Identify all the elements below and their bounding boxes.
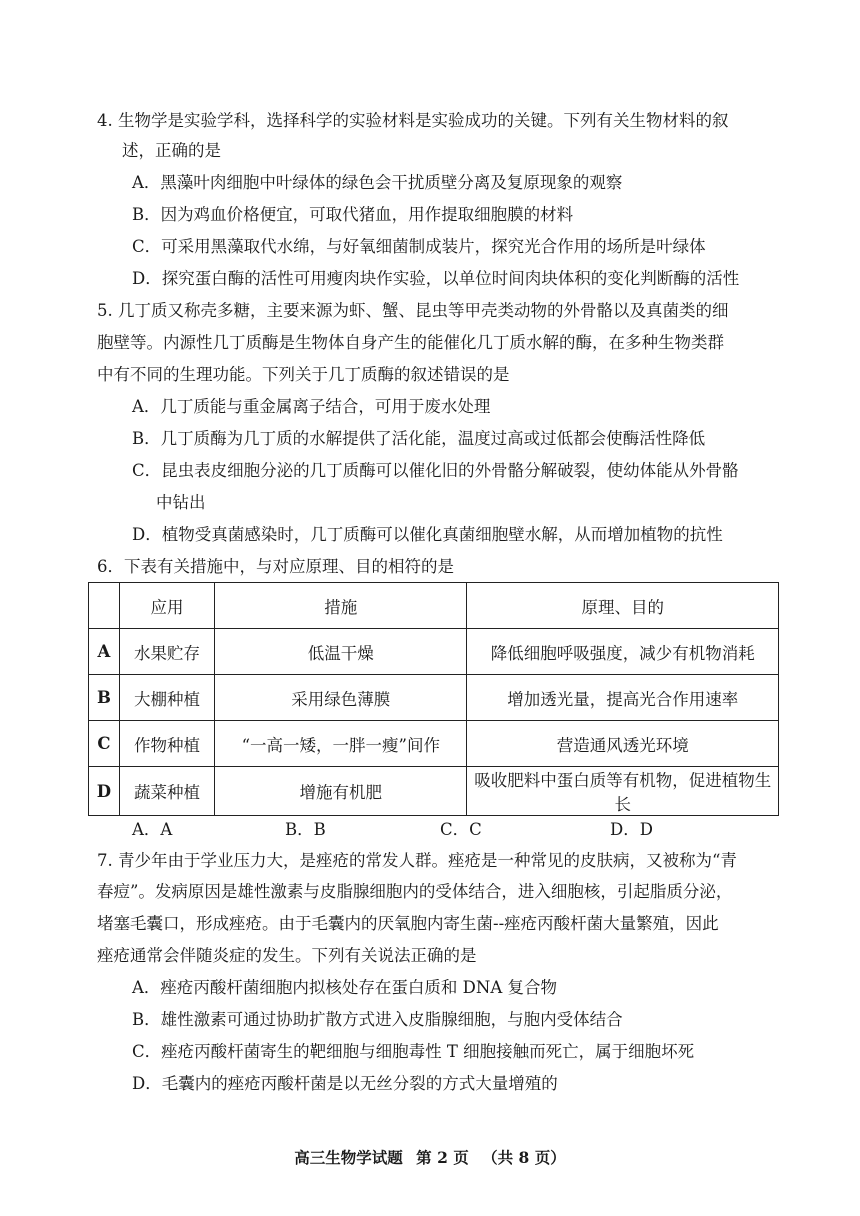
table-cell-application: 蔬菜种植: [119, 767, 214, 816]
table-cell-key: A: [89, 629, 120, 675]
table-cell-application: 作物种植: [119, 721, 214, 767]
table-cell-key: D: [89, 767, 120, 816]
footer-subject: 高三生物学试题: [294, 1148, 403, 1167]
table-header-principle: 原理、目的: [467, 583, 779, 629]
q7-option-c: C．痤疮丙酸杆菌寄生的靶细胞与细胞毒性 T 细胞接触而死亡，属于细胞坏死: [132, 1042, 695, 1061]
q6-answer-a: A．A: [132, 820, 173, 839]
q7-stem-line-2: 春痘”。发病原因是雄性激素与皮脂腺细胞内的受体结合，进入细胞核，引起脂质分泌，: [97, 882, 733, 901]
q7-option-d: D．毛囊内的痤疮丙酸杆菌是以无丝分裂的方式大量增殖的: [132, 1074, 558, 1093]
table-row: [89, 721, 779, 767]
table-cell-measure: 增施有机肥: [215, 767, 467, 816]
table-header-row: [89, 583, 779, 629]
q5-stem-line-2: 胞壁等。内源性几丁质酶是生物体自身产生的能催化几丁质水解的酶，在多种生物类群: [97, 333, 724, 352]
footer-page-number: 第 2 页: [416, 1148, 469, 1167]
table-header-application: 应用: [119, 583, 214, 629]
q4-stem-line-1: 4. 生物学是实验学科，选择科学的实验材料是实验成功的关键。下列有关生物材料的叙: [97, 111, 729, 130]
q6-stem: 6．下表有关措施中，与对应原理、目的相符的是: [97, 557, 454, 576]
q4-stem-line-2: 述，正确的是: [122, 141, 221, 160]
table-cell-principle: 营造通风透光环境: [467, 721, 779, 767]
page-footer: [0, 1146, 860, 1168]
q5-option-d: D．植物受真菌感染时，几丁质酶可以催化真菌细胞壁水解，从而增加植物的抗性: [132, 525, 723, 544]
q7-option-b: B．雄性激素可通过协助扩散方式进入皮脂腺细胞，与胞内受体结合: [132, 1010, 623, 1029]
q6-answer-b: B．B: [285, 820, 326, 839]
table-row: [89, 767, 779, 816]
table-header-measure: 措施: [215, 583, 467, 629]
q4-option-d: D．探究蛋白酶的活性可用瘦肉块作实验，以单位时间肉块体积的变化判断酶的活性: [132, 269, 740, 288]
q4-option-c: C．可采用黑藻取代水绵，与好氧细菌制成装片，探究光合作用的场所是叶绿体: [132, 237, 706, 256]
table-row: [89, 675, 779, 721]
q7-stem-line-3: 堵塞毛囊口，形成痤疮。由于毛囊内的厌氧胞内寄生菌--痤疮丙酸杆菌大量繁殖，因此: [97, 914, 719, 933]
table-cell-measure: 低温干燥: [215, 629, 467, 675]
q5-option-c-line-1: C．昆虫表皮细胞分泌的几丁质酶可以催化旧的外骨骼分解破裂，使幼体能从外骨骼: [132, 461, 739, 480]
q5-stem-line-3: 中有不同的生理功能。下列关于几丁质酶的叙述错误的是: [97, 365, 510, 384]
table-cell-measure: 采用绿色薄膜: [215, 675, 467, 721]
q7-option-a: A．痤疮丙酸杆菌细胞内拟核处存在蛋白质和 DNA 复合物: [132, 978, 557, 997]
measures-table: [88, 582, 779, 816]
q6-answer-d: D．D: [610, 820, 653, 839]
table-header-key: [89, 583, 120, 629]
table-cell-principle: 降低细胞呼吸强度，减少有机物消耗: [467, 629, 779, 675]
table-cell-measure: “一高一矮，一胖一瘦”间作: [215, 721, 467, 767]
q5-option-a: A．几丁质能与重金属离子结合，可用于废水处理: [132, 397, 491, 416]
table-cell-principle: 吸收肥料中蛋白质等有机物，促进植物生长: [467, 767, 779, 816]
q5-option-b: B．几丁质酶为几丁质的水解提供了活化能，温度过高或过低都会使酶活性降低: [132, 429, 706, 448]
q4-option-a: A．黑藻叶肉细胞中叶绿体的绿色会干扰质壁分离及复原现象的观察: [132, 173, 623, 192]
table-cell-application: 大棚种植: [119, 675, 214, 721]
table-cell-key: B: [89, 675, 120, 721]
table-cell-application: 水果贮存: [119, 629, 214, 675]
q7-stem-line-1: 7. 青少年由于学业压力大，是痤疮的常发人群。痤疮是一种常见的皮肤病，又被称为“青: [97, 851, 737, 870]
q7-stem-line-4: 痤疮通常会伴随炎症的发生。下列有关说法正确的是: [97, 946, 477, 965]
q4-option-b: B．因为鸡血价格便宜，可取代猪血，用作提取细胞膜的材料: [132, 205, 574, 224]
q6-answer-c: C．C: [440, 820, 482, 839]
table-cell-key: C: [89, 721, 120, 767]
footer-total-pages: （共 8 页）: [482, 1148, 566, 1167]
table-row: [89, 629, 779, 675]
q5-option-c-line-2: 中钻出: [156, 493, 206, 512]
q5-stem-line-1: 5. 几丁质又称壳多糖，主要来源为虾、蟹、昆虫等甲壳类动物的外骨骼以及真菌类的细: [97, 301, 729, 320]
table-cell-principle: 增加透光量，提高光合作用速率: [467, 675, 779, 721]
